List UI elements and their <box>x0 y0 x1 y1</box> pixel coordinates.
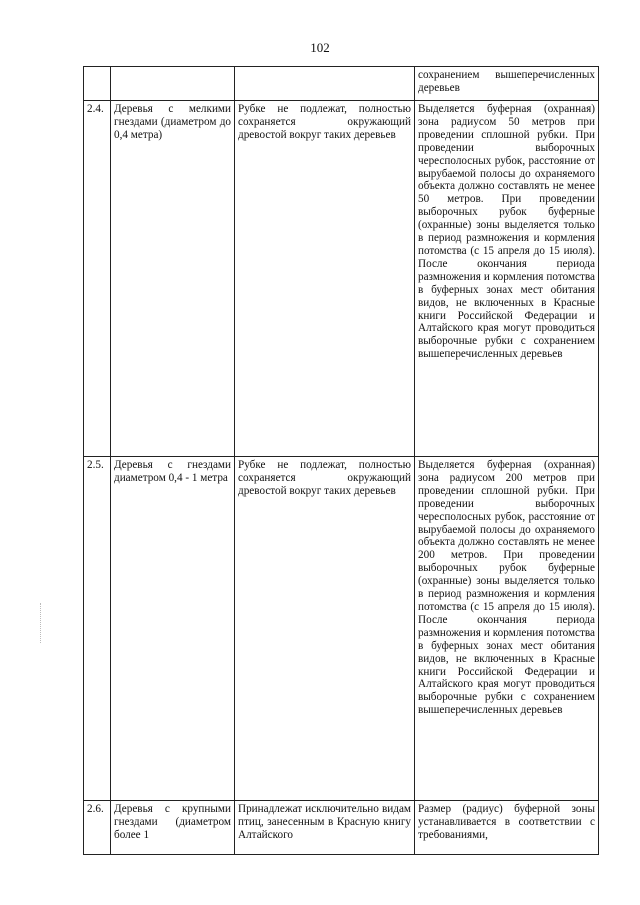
felling-requirement-cell: Принадлежат исключительно видам птиц, занесенным в Красную книгу Алтайского <box>235 801 415 855</box>
regulation-table <box>83 66 599 855</box>
buffer-zone-cell: Выделяется буферная (охранная) зона радиусом 200 метров при проведении сплошной рубки. При проведении выборочных чересполосных рубок, расстояние от вырубаемой полосы до охраняемого объекта должно составлять не менее 200 метров. При проведении выборочных рубок буферные (охранные) зоны выделяется только в период размножения и кормления потомства (с 15 апреля до 15 июля). После окончания периода размножения и кормления потомства в буферных зонах мест обитания видов, не включенных в Красные книги Российской Федерации и Алтайского края могут проводиться выборочные рубки с сохранением вышеперечисленных деревьев <box>415 457 599 801</box>
row-number-cell: 2.5. <box>84 457 111 801</box>
object-name-cell: Деревья с мелкими гнездами (диаметром до 0,4 метра) <box>111 101 235 457</box>
felling-requirement-cell: Рубке не подлежат, полностью сохраняется окружающий древостой вокруг таких деревьев <box>235 457 415 801</box>
scan-margin-mark <box>40 603 42 643</box>
object-name-cell: Деревья с крупными гнездами (диаметром более 1 <box>111 801 235 855</box>
row-number-cell: 2.4. <box>84 101 111 457</box>
buffer-zone-cell: Выделяется буферная (охранная) зона радиусом 50 метров при проведении сплошной рубки. При проведении выборочных чересполосных рубок, расстояние от вырубаемой полосы до охраняемого объекта должно составлять не менее 50 метров. При проведении выборочных рубок буферные (охранные) зоны выделяется только в период размножения и кормления потомства (с 15 апреля до 15 июля). После окончания периода размножения и кормления потомства в буферных зонах мест обитания видов, не включенных в Красные книги Российской Федерации и Алтайского края могут проводиться выборочные рубки с сохранением вышеперечисленных деревьев <box>415 101 599 457</box>
buffer-zone-cell: сохранением вышеперечисленных деревьев <box>415 67 599 101</box>
row-number-cell <box>84 67 111 101</box>
table-row <box>84 67 599 101</box>
page-number: 102 <box>310 40 330 55</box>
felling-requirement-cell: Рубке не подлежат, полностью сохраняется окружающий древостой вокруг таких деревьев <box>235 101 415 457</box>
object-name-cell: Деревья с гнездами диаметром 0,4 - 1 метра <box>111 457 235 801</box>
table-row <box>84 457 599 801</box>
felling-requirement-cell <box>235 67 415 101</box>
table-row <box>84 101 599 457</box>
table-row <box>84 801 599 855</box>
buffer-zone-cell: Размер (радиус) буферной зоны устанавливается в соответствии с требованиями, <box>415 801 599 855</box>
object-name-cell <box>111 67 235 101</box>
row-number-cell: 2.6. <box>84 801 111 855</box>
